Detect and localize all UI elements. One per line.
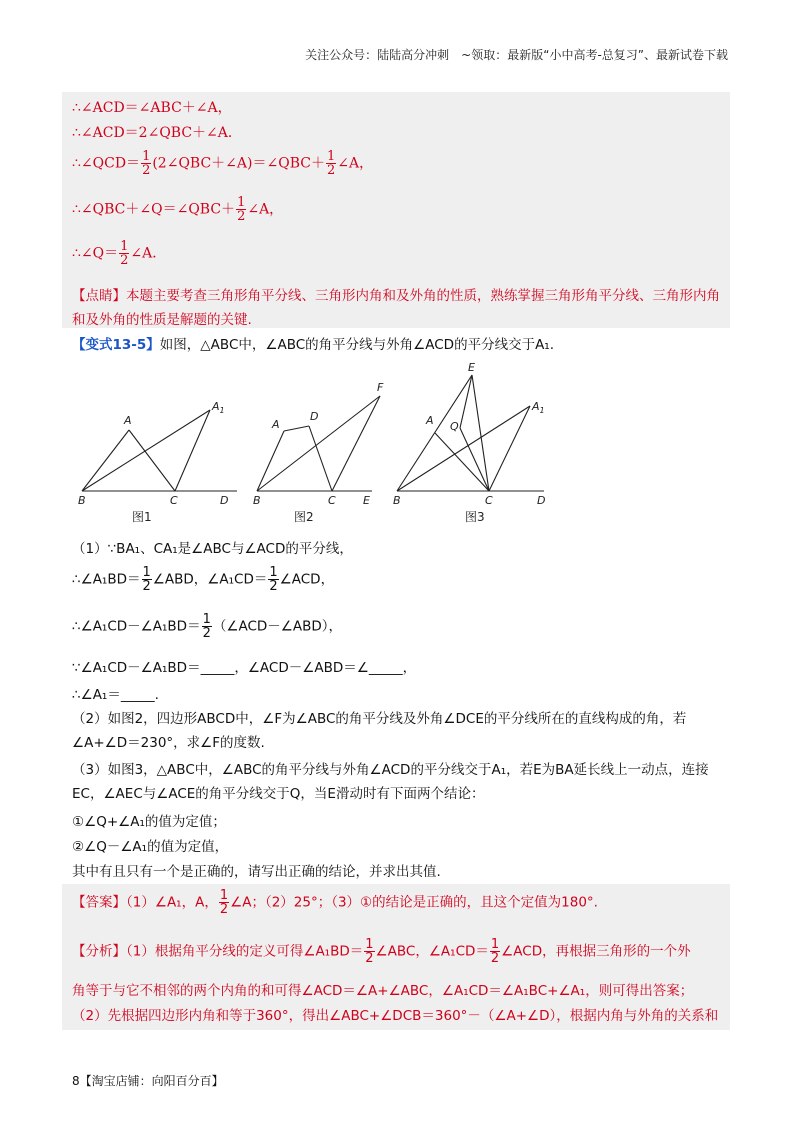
fig3-label-D: D — [537, 494, 546, 507]
part2-text: （2）如图2，四边形ABCD中，∠F为∠ABC的角平分线及外角∠DCE的平分线所在的直线构成的角，若∠A+∠D＝230°，求∠F的度数. — [72, 711, 687, 751]
analysis-line-2: 角等于与它不相邻的两个内角的和可得∠ACD＝∠A+∠ABC，∠A₁CD＝∠A₁BC+∠A₁，则可得出答案； — [72, 983, 694, 999]
fig3-label-A: A — [426, 414, 434, 427]
comment-text: 本题主要考查三角形角平分线、三角形内角和及外角的性质，熟练掌握三角形角平分线、三角形内角和及外角的性质是解题的关键. — [72, 288, 720, 328]
problem-stem: 【变式13-5】如图，△ABC中，∠ABC的角平分线与外角∠ACD的平分线交于A₁. — [72, 337, 555, 353]
page-header: 关注公众号：陆陆高分冲刺 ~领取：最新版“小中高考-总复习”、最新试卷下载 — [305, 48, 728, 62]
analysis-tag: 【分析】 — [72, 943, 126, 960]
fig2-label-A: A — [272, 418, 280, 431]
fig3-caption: 图3 — [465, 510, 485, 524]
fig2-label-D: D — [310, 410, 319, 423]
problem-tag: 【变式13-5】 — [72, 337, 160, 353]
fig2-label-B: B — [253, 494, 261, 507]
answer-tag: 【答案】 — [72, 894, 126, 911]
solution-line-5: ∴∠Q＝ $\frac{1}{2}$ ∠A． — [72, 239, 167, 268]
fig1-label-A: A — [124, 414, 132, 427]
part3-conclusion-2: ②∠Q－∠A₁的值为定值， — [72, 839, 229, 855]
part1-line-1: （1）∵BA₁、CA₁是∠ABC与∠ACD的平分线， — [72, 541, 353, 557]
solution-line-3: ∴∠QCD＝ $\frac{1}{2}$ (2∠QBC＋∠A)＝∠QBC＋ $\frac{1}{2}$ ∠A， — [72, 149, 374, 178]
fig1-label-B: B — [78, 494, 86, 507]
fig2-caption: 图2 — [294, 510, 314, 524]
geometry-figures — [72, 358, 572, 528]
part1-line-4: ∵∠A₁CD－∠A₁BD＝_____，∠ACD－∠ABD＝∠_____， — [72, 660, 417, 676]
comment-block — [72, 284, 732, 332]
part1-line-2: ∴∠A₁BD＝ $\frac{1}{2}$ ∠ABD，∠A₁CD＝ $\frac{1}{2}$ ∠ACD， — [72, 565, 335, 594]
fig1-label-D: D — [220, 494, 229, 507]
page-footer: 8【淘宝店铺：向阳百分百】 — [72, 1074, 224, 1088]
solution-line-2: ∴∠ACD＝2∠QBC＋∠A． — [72, 125, 242, 141]
fig2-label-F: F — [377, 381, 384, 394]
analysis-line-1: 【分析】（1）根据角平分线的定义可得∠A₁BD＝ $\frac{1}{2}$ ∠ABC，∠A₁CD＝ $\frac{1}{2}$ ∠ACD，再根据三角形的一个外 — [72, 937, 691, 966]
fig3-label-A1: $A_1$ — [532, 400, 545, 415]
solution-line-1: ∴∠ACD＝∠ABC＋∠A， — [72, 100, 232, 116]
fig3-label-C: C — [485, 494, 493, 507]
part3-question: 其中有且只有一个是正确的，请写出正确的结论，并求出其值. — [72, 864, 441, 880]
part3-text: （3）如图3，△ABC中，∠ABC的角平分线与外角∠ACD的平分线交于A₁，若E为BA延长线上一动点，连接EC，∠AEC与∠ACE的角平分线交于Q，当E滑动时有下面两个结论： — [72, 762, 709, 802]
fig1-label-C: C — [170, 494, 178, 507]
comment-tag: 【点睛】 — [72, 288, 126, 304]
part1-line-5: ∴∠A₁＝_____. — [72, 687, 159, 703]
fig2-label-E: E — [363, 494, 370, 507]
part3-conclusion-1: ①∠Q+∠A₁的值为定值； — [72, 814, 226, 830]
fig3-label-Q: Q — [450, 420, 459, 433]
analysis-line-3: （2）先根据四边形内角和等于360°，得出∠ABC+∠DCB＝360°－（∠A+∠D），根据内角与外角的关系和 — [72, 1008, 719, 1024]
answer-line: 【答案】（1）∠A₁，A， $\frac{1}{2}$ ∠A；（2）25°；（3）①的结论是正确的，且这个定值为180°. — [72, 888, 598, 917]
fig2-label-C: C — [328, 494, 336, 507]
solution-line-4: ∴∠QBC＋∠Q＝∠QBC＋ $\frac{1}{2}$ ∠A， — [72, 195, 284, 224]
fig1-label-A1: $A_1$ — [212, 400, 225, 415]
fig3-label-B: B — [393, 494, 401, 507]
fig3-label-E: E — [468, 361, 475, 374]
part1-line-3: ∴∠A₁CD－∠A₁BD＝ $\frac{1}{2}$ （∠ACD－∠ABD）， — [72, 612, 343, 641]
fig1-caption: 图1 — [132, 510, 152, 524]
